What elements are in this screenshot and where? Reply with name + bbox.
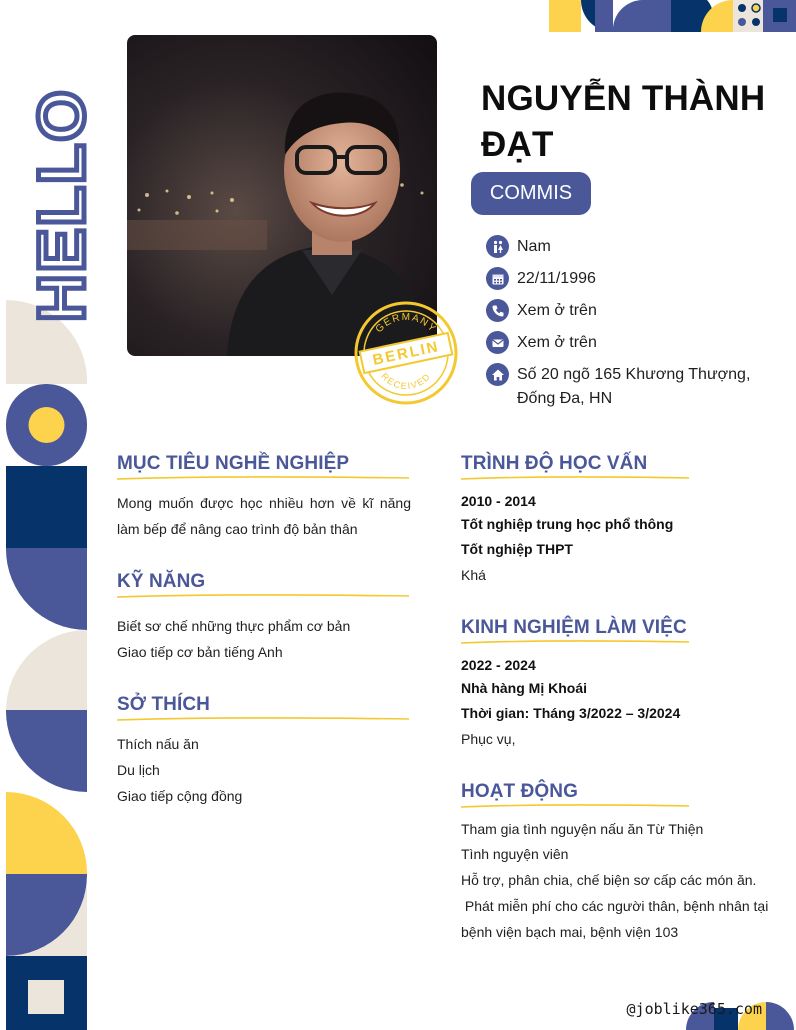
hobby-item: Giao tiếp cộng đồng — [117, 788, 243, 804]
info-address — [486, 363, 776, 411]
hello-letters: HELLO — [24, 88, 98, 322]
info-gender-text: Nam — [517, 238, 551, 255]
activity-line: Tình nguyện viên — [461, 846, 569, 862]
info-address-text: Số 20 ngõ 165 Khương Thượng, Đống Đa, HN — [517, 366, 751, 407]
education-grade: Khá — [461, 567, 486, 583]
hobbies-title: SỞ THÍCH — [117, 694, 211, 715]
objective-text: Mong muốn được học nhiều hơn về kĩ năng làm bếp để nâng cao trình độ bản thân — [117, 495, 411, 537]
info-birthday — [486, 267, 776, 291]
skills-underline — [117, 593, 409, 599]
stamp-top-text: GERMANY — [373, 311, 439, 336]
info-birthday-text: 22/11/1996 — [517, 270, 596, 287]
activities-title: HOẠT ĐỘNG — [461, 781, 579, 802]
home-icon — [486, 363, 509, 386]
left-decoration — [6, 300, 87, 1030]
skill-item: Giao tiếp cơ bản tiếng Anh — [117, 644, 283, 660]
website-footer[interactable]: @joblike365.com — [626, 1000, 762, 1018]
calendar-icon — [486, 267, 509, 290]
objective-title: MỤC TIÊU NGHỀ NGHIỆP — [117, 453, 350, 474]
hello-text — [10, 60, 110, 325]
stamp-middle-text: BERLIN — [371, 338, 442, 369]
activity-line: Phát miễn phí cho các người thân, bệnh nhân tại bệnh viện bạch mai, bệnh viện 103 — [461, 898, 773, 940]
hobby-item: Du lịch — [117, 762, 160, 778]
top-decoration — [549, 0, 796, 32]
education-title: TRÌNH ĐỘ HỌC VẤN — [461, 453, 648, 474]
activity-line: Tham gia tình nguyện nấu ăn Từ Thiện — [461, 821, 704, 837]
berlin-stamp — [353, 300, 459, 406]
objective-underline — [117, 475, 409, 481]
mail-icon — [486, 331, 509, 354]
info-email-text: Xem ở trên — [517, 334, 597, 351]
svg-text:GERMANY — [374, 312, 439, 335]
education-period: 2010 - 2014 — [461, 493, 536, 509]
info-email — [486, 331, 776, 355]
candidate-name: NGUYỄN THÀNH ĐẠT — [481, 79, 766, 164]
education-underline — [461, 475, 689, 481]
experience-underline — [461, 639, 689, 645]
job-title-badge: COMMIS — [471, 172, 591, 215]
phone-icon — [486, 299, 509, 322]
experience-title: KINH NGHIỆM LÀM VIỆC — [461, 617, 687, 638]
svg-text:RECEIVED — [379, 371, 432, 391]
info-phone — [486, 299, 776, 323]
education-school: Tốt nghiệp trung học phổ thông — [461, 516, 674, 532]
skill-item: Biết sơ chế những thực phẩm cơ bản — [117, 618, 351, 634]
experience-duration: Thời gian: Tháng 3/2022 – 3/2024 — [461, 705, 681, 721]
activities-underline — [461, 803, 689, 809]
experience-role: Phục vụ, — [461, 731, 516, 747]
experience-period: 2022 - 2024 — [461, 657, 536, 673]
info-gender — [486, 235, 776, 259]
activity-line: Hỗ trợ, phân chia, chế biện sơ cấp các món ăn. — [461, 872, 757, 888]
info-phone-text: Xem ở trên — [517, 302, 597, 319]
education-degree: Tốt nghiệp THPT — [461, 541, 573, 557]
hobby-item: Thích nấu ăn — [117, 736, 199, 752]
gender-icon — [486, 235, 509, 258]
stamp-bottom-text: RECEIVED — [379, 370, 433, 392]
hobbies-underline — [117, 716, 409, 722]
skills-title: KỸ NĂNG — [117, 571, 206, 592]
experience-company: Nhà hàng Mị Khoái — [461, 680, 587, 696]
